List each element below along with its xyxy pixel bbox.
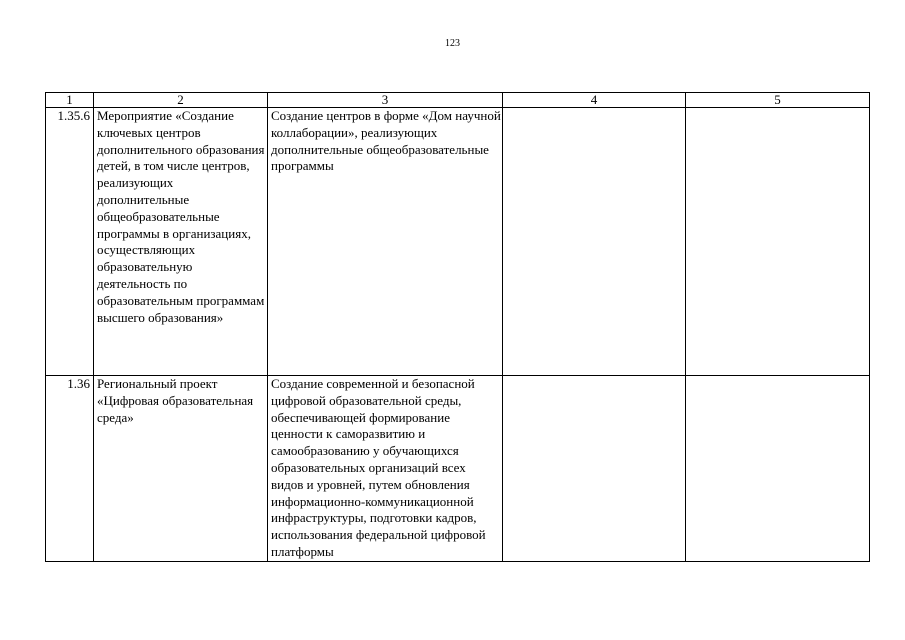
header-col-2: 2 bbox=[94, 93, 268, 108]
row-name: Региональный проект «Цифровая образовательная среда» bbox=[94, 376, 268, 562]
header-col-1: 1 bbox=[46, 93, 94, 108]
header-col-4: 4 bbox=[503, 93, 686, 108]
table-row bbox=[46, 376, 870, 562]
header-col-3: 3 bbox=[268, 93, 503, 108]
row-number: 1.36 bbox=[46, 376, 94, 562]
row-col-4 bbox=[503, 376, 686, 562]
table-row bbox=[46, 108, 870, 376]
header-col-5: 5 bbox=[686, 93, 870, 108]
row-description: Создание центров в форме «Дом научной коллаборации», реализующих дополнительные общеобразовательные программы bbox=[268, 108, 503, 376]
row-col-4 bbox=[503, 108, 686, 376]
row-col-5 bbox=[686, 108, 870, 376]
row-description: Создание современной и безопасной цифровой образовательной среды, обеспечивающей формирование ценности к саморазвитию и самообразованию у обучающихся образовательных организаций всех видов и уровней, путем обновления информационно-коммуникационной инфраструктуры, подготовки кадров, использования федеральной цифровой платформы bbox=[268, 376, 503, 562]
row-col-5 bbox=[686, 376, 870, 562]
row-number: 1.35.6 bbox=[46, 108, 94, 376]
row-name: Мероприятие «Создание ключевых центров дополнительного образования детей, в том числе центров, реализующих дополнительные общеобразовательные программы в организациях, осуществляющих образовательную деятельность по образовательным программам высшего образования» bbox=[94, 108, 268, 376]
measures-table bbox=[45, 92, 870, 562]
table-header-row bbox=[46, 93, 870, 108]
page-number: 123 bbox=[445, 38, 460, 49]
